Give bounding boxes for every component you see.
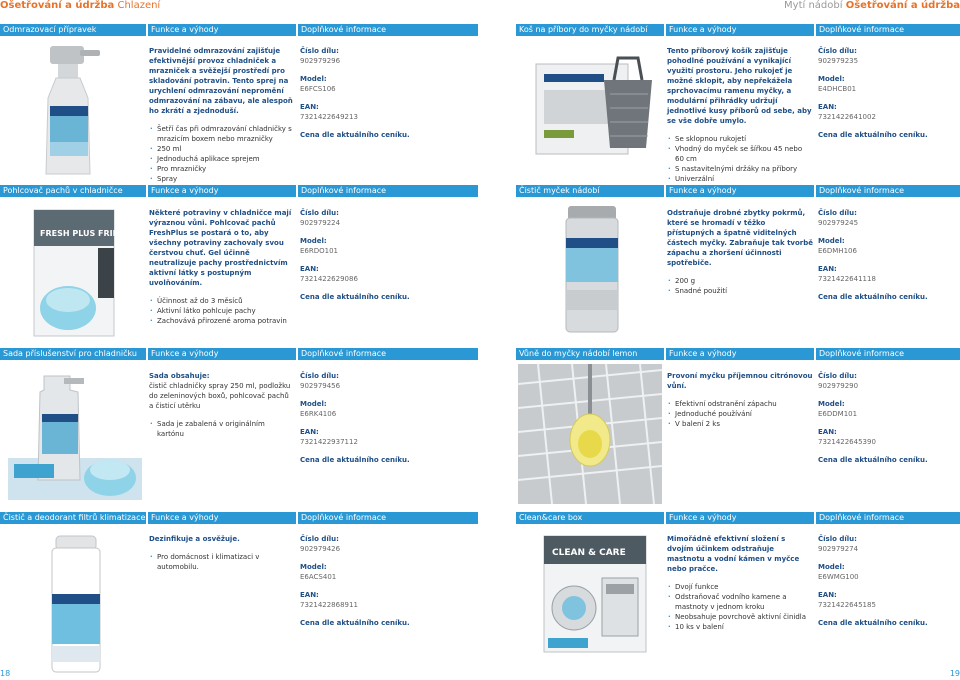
feature-item: · Jednoduché používání (667, 409, 813, 419)
ean-code: 7321422649213 (300, 113, 358, 121)
part-number-label: Číslo dílu: (818, 535, 857, 543)
product-title-bar: Odmrazovací přípravek (0, 24, 146, 36)
price-note: Cena dle aktuálního ceníku. (818, 131, 928, 139)
lead-text: Tento příborový košík zajišťuje pohodlné používání a vynikající využití prostoru. Jeho rukojeť je možné sklopit, aby nepřekážela sprchovacímu ramenu myčky, a modulární přihrádky udržují jednotlivé kusy příborů od sebe, aby se vše dobře umylo. (667, 47, 812, 125)
product-description (149, 534, 294, 572)
product-title-bar: Koš na příbory do myčky nádobí (516, 24, 664, 36)
ean-label: EAN: (300, 265, 319, 273)
feature-item: · 200 g (667, 276, 813, 286)
feature-item: · S nastavitelnými držáky na příbory (667, 164, 813, 174)
product-title-bar: Clean&care box (516, 512, 664, 524)
part-number-label: Číslo dílu: (300, 535, 339, 543)
functions-header: Funkce a výhody (666, 512, 814, 524)
info-header: Doplňkové informace (816, 512, 960, 524)
feature-item: · Pro domácnost i klimatizaci v automobilu. (149, 552, 294, 572)
lead-text: Sada obsahuje: (149, 372, 210, 380)
product-codes (300, 46, 475, 140)
product-description (667, 46, 813, 184)
functions-header: Funkce a výhody (148, 348, 296, 360)
product-codes (818, 208, 958, 302)
price-note: Cena dle aktuálního ceníku. (818, 456, 928, 464)
feature-item: · Účinnost až do 3 měsíců (149, 296, 294, 306)
product-description (149, 46, 294, 184)
cleaner-can-icon (560, 204, 624, 336)
product-title-bar: Čistič a deodorant filtrů klimatizace (0, 512, 146, 524)
functions-header: Funkce a výhody (666, 185, 814, 197)
lead-text: Mimořádně efektivní složení s dvojím účinkem odstraňuje mastnotu a vodní kámen v myčce nebo pračce. (667, 535, 800, 573)
header-right (784, 0, 960, 11)
part-number-label: Číslo dílu: (300, 209, 339, 217)
product-codes (300, 534, 475, 628)
info-header: Doplňkové informace (816, 348, 960, 360)
product-codes (818, 534, 958, 628)
feature-item: · Efektivní odstranění zápachu (667, 399, 813, 409)
ean-label: EAN: (818, 591, 837, 599)
feature-item: · Šetří čas při odmrazování chladničky s mrazicím boxem nebo mrazničky (149, 124, 294, 144)
cutlery-basket-icon (534, 50, 658, 160)
part-number: 902979290 (818, 382, 859, 390)
model-code: E6DMH106 (818, 247, 857, 255)
header-right-section: Ošetřování a údržba (845, 0, 960, 11)
feature-list (667, 134, 813, 184)
feature-item: · Spray (149, 174, 294, 184)
model-code: E6ACS401 (300, 573, 337, 581)
part-number-label: Číslo dílu: (818, 47, 857, 55)
part-number: 902979245 (818, 219, 859, 227)
ean-code: 7321422641002 (818, 113, 876, 121)
feature-item: · Neobsahuje povrchově aktivní činidla (667, 612, 813, 622)
ean-label: EAN: (818, 265, 837, 273)
functions-header: Funkce a výhody (666, 24, 814, 36)
feature-item: · 10 ks v balení (667, 622, 813, 632)
price-note: Cena dle aktuálního ceníku. (300, 293, 410, 301)
model-code: E6RDO101 (300, 247, 339, 255)
odour-absorber-icon (28, 208, 132, 340)
page-number-left: 18 (0, 669, 11, 678)
feature-item: · Zachovává přirozené aroma potravin (149, 316, 294, 326)
model-label: Model: (818, 75, 845, 83)
info-header: Doplňkové informace (816, 185, 960, 197)
product-description (667, 534, 813, 632)
part-number-label: Číslo dílu: (818, 209, 857, 217)
product-description (149, 208, 294, 326)
feature-list (149, 419, 294, 439)
header-left-section: Ošetřování a údržba (0, 0, 115, 11)
model-code: E6DDM101 (818, 410, 858, 418)
feature-list (667, 399, 813, 429)
info-header: Doplňkové informace (298, 512, 478, 524)
feature-item: · Sada je zabalená v originálním kartónu (149, 419, 294, 439)
model-code: E6WMG100 (818, 573, 859, 581)
feature-item: · Vhodný do myček se šířkou 45 nebo 60 cm (667, 144, 813, 164)
product-codes (300, 371, 475, 465)
price-note: Cena dle aktuálního ceníku. (818, 293, 928, 301)
ean-code: 7321422645185 (818, 601, 876, 609)
feature-item: · Odstraňovač vodního kamene a mastnoty v jednom kroku (667, 592, 813, 612)
ean-label: EAN: (818, 428, 837, 436)
package-logo-text: FRESH PLUS FRIDGE (40, 229, 132, 238)
header-right-subsection: Mytí nádobí (784, 0, 843, 11)
page-number-right: 19 (949, 669, 960, 678)
product-codes (300, 208, 475, 302)
model-label: Model: (818, 400, 845, 408)
model-label: Model: (300, 75, 327, 83)
ean-code: 7321422937112 (300, 438, 358, 446)
part-number: 902979235 (818, 57, 859, 65)
model-label: Model: (300, 563, 327, 571)
lead-text-rest: čistič chladničky spray 250 ml, podložku do zeleninových boxů, pohlcovač pachů a čisticí utěrku (149, 382, 291, 410)
fridge-kit-icon (8, 368, 142, 500)
ean-label: EAN: (300, 103, 319, 111)
part-number-label: Číslo dílu: (818, 372, 857, 380)
model-code: E4DHCB01 (818, 85, 857, 93)
part-number: 902979456 (300, 382, 341, 390)
product-title-bar: Pohlcovač pachů v chladničce (0, 185, 146, 197)
feature-list (667, 582, 813, 632)
product-codes (818, 371, 958, 465)
functions-header: Funkce a výhody (148, 185, 296, 197)
price-note: Cena dle aktuálního ceníku. (818, 619, 928, 627)
functions-header: Funkce a výhody (666, 348, 814, 360)
feature-item: · V balení 2 ks (667, 419, 813, 429)
product-title-bar: Čistič myček nádobí (516, 185, 664, 197)
feature-item: · Pro mrazničky (149, 164, 294, 174)
functions-header: Funkce a výhody (148, 24, 296, 36)
part-number: 902979426 (300, 545, 341, 553)
part-number: 902979274 (818, 545, 859, 553)
part-number-label: Číslo dílu: (300, 372, 339, 380)
info-header: Doplňkové informace (298, 348, 478, 360)
product-codes (818, 46, 958, 140)
ean-label: EAN: (818, 103, 837, 111)
feature-list (149, 552, 294, 572)
ean-code: 7321422868911 (300, 601, 358, 609)
part-number: 902979224 (300, 219, 341, 227)
price-note: Cena dle aktuálního ceníku. (300, 619, 410, 627)
product-description (149, 371, 294, 439)
ac-spray-can-icon (46, 534, 106, 674)
feature-item: · Aktivní látko pohlcuje pachy (149, 306, 294, 316)
model-label: Model: (818, 237, 845, 245)
lead-text: Některé potraviny v chladničce mají výraznou vůni. Pohlcovač pachů FreshPlus se postará o to, aby všechny potraviny zachovaly svou čerstvou chuť. Gel účinně neutralizuje pachy prostřednictvím aktivní látky s postupným uvolňováním. (149, 209, 292, 287)
info-header: Doplňkové informace (298, 24, 478, 36)
ean-code: 7321422629086 (300, 275, 358, 283)
product-title-bar: Sada příslušenství pro chladničku (0, 348, 146, 360)
model-label: Model: (300, 400, 327, 408)
info-header: Doplňkové informace (298, 185, 478, 197)
feature-item: · Univerzální (667, 174, 813, 184)
price-note: Cena dle aktuálního ceníku. (300, 131, 410, 139)
feature-list (149, 124, 294, 184)
lead-text: Odstraňuje drobné zbytky pokrmů, které se hromadí v těžko přístupných a špatně viditelných částech myčky. Zabraňuje tak tvorbě zápachu a zhoršení účinnosti spotřebiče. (667, 209, 814, 267)
feature-item: · Dvojí funkce (667, 582, 813, 592)
ean-label: EAN: (300, 591, 319, 599)
product-description (667, 371, 813, 429)
model-code: E6FCS106 (300, 85, 336, 93)
info-header: Doplňkové informace (816, 24, 960, 36)
clean-care-box-icon (540, 534, 650, 654)
header-left-subsection: Chlazení (117, 0, 161, 11)
price-note: Cena dle aktuálního ceníku. (300, 456, 410, 464)
part-number: 902979296 (300, 57, 341, 65)
feature-item: · Snadné použití (667, 286, 813, 296)
spray-bottle-icon (28, 42, 118, 182)
model-label: Model: (300, 237, 327, 245)
product-title-bar: Vůně do myčky nádobí lemon (516, 348, 664, 360)
header-left (0, 0, 160, 11)
feature-item: · Jednoduchá aplikace sprejem (149, 154, 294, 164)
functions-header: Funkce a výhody (148, 512, 296, 524)
package-logo-text: CLEAN & CARE (552, 548, 626, 558)
model-code: E6RK4106 (300, 410, 337, 418)
product-description (667, 208, 813, 296)
lead-text: Dezinfikuje a osvěžuje. (149, 535, 240, 543)
ean-label: EAN: (300, 428, 319, 436)
model-label: Model: (818, 563, 845, 571)
feature-item: · 250 ml (149, 144, 294, 154)
feature-list (149, 296, 294, 326)
feature-list (667, 276, 813, 296)
ean-code: 7321422641118 (818, 275, 876, 283)
lead-text: Pravidelné odmrazování zajišťuje efektivnější provoz chladniček a mrazniček a svěžejší prostředí pro skladování potravin. Tento sprej na urychlení odmrazování nepromění odmrazování na zábavu, ale alespoň ho zkrátí a zjednoduší. (149, 47, 293, 115)
dishwasher-freshener-icon (518, 364, 662, 504)
feature-item: · Se sklopnou rukojetí (667, 134, 813, 144)
lead-text: Provoní myčku příjemnou citrónovou vůní. (667, 372, 813, 390)
part-number-label: Číslo dílu: (300, 47, 339, 55)
ean-code: 7321422645390 (818, 438, 876, 446)
